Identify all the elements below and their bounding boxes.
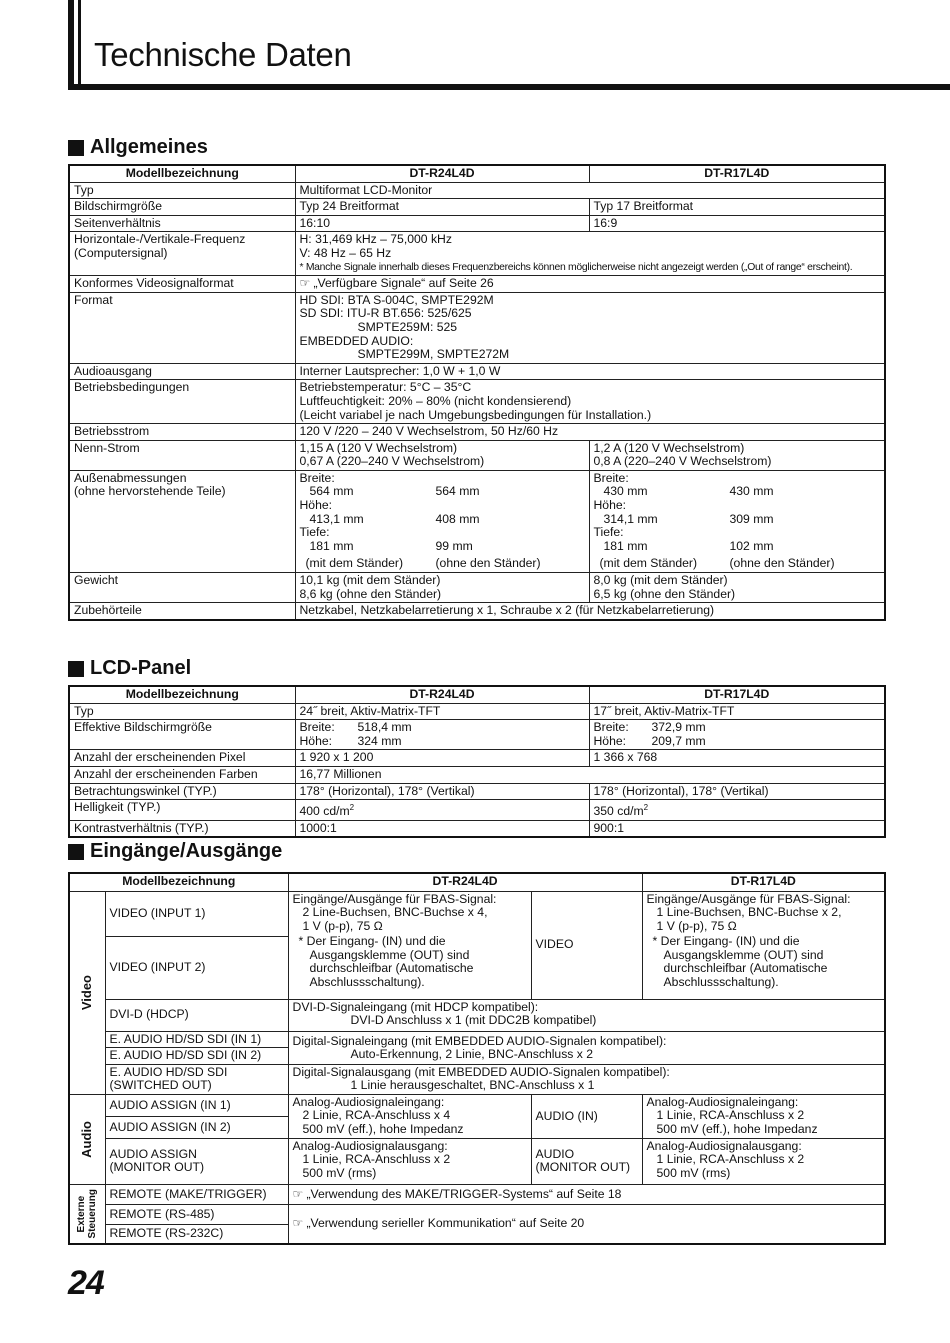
row-label: Anzahl der erscheinenden Farben	[69, 766, 295, 783]
row-label: Betrachtungswinkel (TYP.)	[69, 783, 295, 800]
dim-value: 309 mm	[729, 511, 774, 526]
dim-value: 564 mm	[309, 484, 354, 499]
eff-width	[594, 721, 881, 735]
dim-value: 99 mm	[435, 538, 473, 553]
row-value	[295, 440, 589, 470]
audio-out-line: 500 mV (rms)	[302, 1166, 377, 1181]
dim-value: 564 mm	[435, 484, 480, 499]
row-label: REMOTE (MAKE/TRIGGER)	[105, 1184, 288, 1204]
current-line: 0,8 A (220–240 V Wechselstrom)	[593, 454, 772, 469]
format-line: SMPTE299M, SMPTE272M	[357, 347, 510, 362]
section-title-lcd-text: LCD-Panel	[90, 657, 192, 679]
dim-value: 408 mm	[435, 511, 480, 526]
table-row	[69, 182, 885, 199]
row-value	[589, 573, 885, 603]
header-col1: DT-R24L4D	[295, 165, 589, 182]
dims-depth-label: Tiefe:	[593, 525, 624, 540]
audio-out-mid: AUDIO	[535, 1146, 575, 1161]
video-note: * Der Eingang- (IN) und die	[652, 934, 800, 949]
row-label: REMOTE (RS-232C)	[105, 1224, 288, 1244]
row-label	[69, 232, 295, 276]
section-title-io-text: Eingänge/Ausgänge	[90, 840, 283, 862]
table-row	[69, 380, 885, 424]
audio-mon-label: (MONITOR OUT)	[109, 1160, 205, 1175]
video-note: Ausgangsklemme (OUT) sind	[309, 947, 470, 962]
dim-stand-label: (ohne den Ständer)	[435, 556, 541, 571]
reference-hand-icon: ☞	[292, 1186, 304, 1201]
eff-label: Breite:	[593, 720, 629, 735]
header-col1: DT-R24L4D	[288, 873, 642, 891]
dims-height-label: Höhe:	[593, 498, 627, 513]
audio-out-line: Analog-Audiosignalausgang:	[646, 1138, 802, 1153]
dim-value: 181 mm	[603, 538, 648, 553]
video-note: durchschleifbar (Automatische	[663, 961, 828, 976]
table-row	[69, 276, 885, 293]
general-specs-table	[68, 164, 886, 621]
weight-line: 10,1 kg (mit dem Ständer)	[299, 573, 441, 588]
sdi-line: Digital-Signaleingang (mit EMBEDDED AUDIO-Signalen kompatibel):	[292, 1033, 667, 1048]
table-row	[69, 424, 885, 441]
section-title-general	[68, 136, 208, 159]
audio-line: 500 mV (eff.), hohe Impedanz	[302, 1122, 464, 1137]
table-row	[69, 1184, 885, 1204]
header-model: Modellbezeichnung	[69, 873, 288, 891]
make-trigger-link[interactable]: „Verwendung des MAKE/TRIGGER-Systems“ auf Seite 18	[306, 1186, 622, 1201]
audio-out-line: 500 mV (rms)	[656, 1166, 731, 1181]
row-label: E. AUDIO HD/SD SDI (IN 1)	[105, 1031, 288, 1048]
row-value	[288, 1204, 885, 1244]
row-label: Gewicht	[69, 573, 295, 603]
dims-depth-label: Tiefe:	[299, 525, 330, 540]
video-note: Abschlussschaltung).	[663, 975, 779, 990]
eff-width	[300, 721, 585, 735]
conditions-line: (Leicht variabel je nach Umgebungsbedingungen für Installation.)	[299, 407, 652, 422]
freq-label-line: (Computersignal)	[74, 245, 168, 260]
video-line: 1 V (p-p), 75 Ω	[656, 918, 737, 933]
superscript: 2	[349, 803, 355, 813]
row-label	[105, 1138, 288, 1184]
table-row	[69, 199, 885, 216]
audio-mon-label: AUDIO ASSIGN	[109, 1146, 197, 1161]
table-row	[69, 1138, 885, 1184]
eff-value: 209,7 mm	[651, 733, 706, 748]
reference-hand-icon: ☞	[299, 276, 311, 291]
row-label: Effektive Bildschirmgröße	[69, 720, 295, 750]
row-value: 16:10	[295, 215, 589, 232]
row-label	[105, 1064, 288, 1094]
row-label: Konformes Videosignalformat	[69, 276, 295, 293]
header-col1: DT-R24L4D	[295, 686, 589, 703]
video-line: Eingänge/Ausgänge für FBAS-Signal:	[292, 891, 497, 906]
current-line: 0,67 A (220–240 V Wechselstrom)	[299, 454, 485, 469]
dims-height-values	[300, 513, 585, 527]
video-line: 1 Line-Buchsen, BNC-Buchse x 2,	[656, 905, 842, 920]
row-label: Typ	[69, 703, 295, 720]
lcd-specs-table	[68, 685, 886, 838]
group-video	[69, 891, 105, 1094]
dim-stand-label: (ohne den Ständer)	[729, 556, 835, 571]
brightness-value: 350 cd/m	[593, 804, 644, 819]
group-label-audio: Audio	[79, 1120, 95, 1158]
conditions-line: Luftfeuchtigkeit: 20% – 80% (nicht kondensierend)	[299, 393, 572, 408]
row-value	[288, 1031, 885, 1064]
freq-label-line: Horizontale-/Vertikale-Frequenz	[74, 232, 246, 247]
audio-out-line: Analog-Audiosignalausgang:	[292, 1138, 448, 1153]
sdi-out-label: E. AUDIO HD/SD SDI	[109, 1064, 228, 1079]
eff-value: 324 mm	[357, 733, 402, 748]
dims-label-line: Außenabmessungen	[74, 470, 187, 485]
dim-value: 181 mm	[309, 538, 354, 553]
dims-width-label: Breite:	[593, 470, 629, 485]
row-label: AUDIO ASSIGN (IN 1)	[105, 1094, 288, 1116]
group-label-external	[76, 1189, 98, 1238]
table-row	[69, 720, 885, 750]
dim-value: 102 mm	[729, 538, 774, 553]
eff-label: Breite:	[299, 720, 335, 735]
video-format-link[interactable]: „Verfügbare Signale“ auf Seite 26	[313, 276, 494, 291]
eff-value: 518,4 mm	[357, 720, 412, 735]
row-value	[295, 720, 589, 750]
row-value: 178° (Horizontal), 178° (Vertikal)	[295, 783, 589, 800]
table-row	[69, 891, 885, 936]
table-row	[69, 232, 885, 276]
superscript: 2	[643, 803, 649, 813]
row-value	[589, 440, 885, 470]
table-row	[69, 800, 885, 821]
dims-width-values	[300, 485, 585, 499]
conditions-line: Betriebstemperatur: 5°C – 35°C	[299, 380, 472, 395]
freq-h: H: 31,469 kHz – 75,000 kHz	[299, 232, 452, 247]
eff-value: 372,9 mm	[651, 720, 706, 735]
row-value	[642, 1138, 885, 1184]
section-title-general-text: Allgemeines	[90, 136, 208, 158]
freq-note: * Manche Signale innerhalb dieses Frequenzbereichs können möglicherweise nicht angezeigt werden („Out of range“ erscheint).	[299, 261, 853, 273]
row-label: Nenn-Strom	[69, 440, 295, 470]
group-audio	[69, 1094, 105, 1184]
sdi-out-line: 1 Linie herausgeschaltet, BNC-Anschluss x 1	[350, 1078, 595, 1093]
row-value	[531, 1138, 642, 1184]
audio-out-line: 1 Linie, RCA-Anschluss x 2	[302, 1152, 451, 1167]
row-value: Interner Lautsprecher: 1,0 W + 1,0 W	[295, 363, 885, 380]
row-value: 17˝ breit, Aktiv-Matrix-TFT	[589, 703, 885, 720]
row-label: Anzahl der erscheinenden Pixel	[69, 750, 295, 767]
eff-height	[594, 735, 881, 749]
dvi-line: DVI-D Anschluss x 1 (mit DDC2B kompatibel)	[350, 1013, 597, 1028]
dims-stand-labels	[594, 557, 881, 571]
table-row	[69, 783, 885, 800]
row-value	[295, 470, 589, 572]
row-label: Format	[69, 292, 295, 363]
audio-line: 1 Linie, RCA-Anschluss x 2	[656, 1108, 805, 1123]
table-row	[69, 999, 885, 1031]
row-value	[288, 1064, 885, 1094]
sdi-line: Auto-Erkennung, 2 Linie, BNC-Anschluss x 2	[350, 1047, 594, 1062]
row-value: 16,77 Millionen	[295, 766, 885, 783]
row-label: Kontrastverhältnis (TYP.)	[69, 820, 295, 837]
table-row	[69, 766, 885, 783]
table-row	[69, 215, 885, 232]
header-model: Modellbezeichnung	[69, 165, 295, 182]
freq-v: V: 48 Hz – 65 Hz	[299, 245, 392, 260]
sdi-out-label: (SWITCHED OUT)	[109, 1078, 212, 1093]
row-value	[295, 276, 885, 293]
row-value: 16:9	[589, 215, 885, 232]
row-value	[642, 891, 885, 999]
row-value	[288, 891, 531, 999]
format-line: SMPTE259M: 525	[357, 319, 458, 334]
dims-width-values	[594, 485, 881, 499]
row-value	[295, 292, 885, 363]
audio-line: Analog-Audiosignaleingang:	[646, 1094, 799, 1109]
current-line: 1,2 A (120 V Wechselstrom)	[593, 440, 745, 455]
audio-line: 2 Linie, RCA-Anschluss x 4	[302, 1108, 451, 1123]
video-line: 2 Line-Buchsen, BNC-Buchse x 4,	[302, 905, 488, 920]
weight-line: 6,5 kg (ohne den Ständer)	[593, 586, 736, 601]
dim-stand-label: (mit dem Ständer)	[305, 556, 404, 571]
table-row	[69, 820, 885, 837]
format-line: SD SDI: ITU-R BT.656: 525/625	[299, 306, 472, 321]
section-title-lcd	[68, 657, 191, 680]
io-specs-table	[68, 872, 886, 1245]
row-value: VIDEO	[531, 891, 642, 999]
table-row	[69, 703, 885, 720]
row-value: Typ 17 Breitformat	[589, 199, 885, 216]
row-value	[589, 800, 885, 821]
header-col2: DT-R17L4D	[589, 686, 885, 703]
row-label: VIDEO (INPUT 2)	[105, 936, 288, 999]
serial-comm-link[interactable]: „Verwendung serieller Kommunikation“ auf Seite 20	[306, 1216, 585, 1231]
row-value	[288, 1184, 885, 1204]
row-value: 1 920 x 1 200	[295, 750, 589, 767]
table-header-row	[69, 165, 885, 182]
reference-hand-icon: ☞	[292, 1216, 304, 1231]
row-label: E. AUDIO HD/SD SDI (IN 2)	[105, 1048, 288, 1065]
dvi-line: DVI-D-Signaleingang (mit HDCP kompatibel):	[292, 999, 539, 1014]
row-label: VIDEO (INPUT 1)	[105, 891, 288, 936]
row-label: REMOTE (RS-485)	[105, 1204, 288, 1224]
row-label: Betriebsstrom	[69, 424, 295, 441]
eff-height	[300, 735, 585, 749]
row-value	[589, 720, 885, 750]
dim-value: 430 mm	[603, 484, 648, 499]
brightness-value: 400 cd/m	[299, 804, 350, 819]
header-col2: DT-R17L4D	[642, 873, 885, 891]
table-row	[69, 1204, 885, 1224]
row-value: 24˝ breit, Aktiv-Matrix-TFT	[295, 703, 589, 720]
row-label: DVI-D (HDCP)	[105, 999, 288, 1031]
dim-value: 430 mm	[729, 484, 774, 499]
group-label-line: Steuerung	[87, 1189, 99, 1239]
dims-width-label: Breite:	[299, 470, 335, 485]
video-line: 1 V (p-p), 75 Ω	[302, 918, 383, 933]
table-header-row	[69, 873, 885, 891]
page-header	[68, 0, 950, 90]
row-value: Typ 24 Breitformat	[295, 199, 589, 216]
row-value	[589, 470, 885, 572]
row-label: Betriebsbedingungen	[69, 380, 295, 424]
table-row	[69, 1031, 885, 1048]
square-bullet-icon	[68, 844, 84, 860]
dim-stand-label: (mit dem Ständer)	[599, 556, 698, 571]
dims-depth-values	[594, 540, 881, 554]
weight-line: 8,0 kg (mit dem Ständer)	[593, 573, 728, 588]
row-label	[69, 470, 295, 572]
table-row	[69, 1064, 885, 1094]
audio-out-mid: (MONITOR OUT)	[535, 1160, 631, 1175]
audio-line: 500 mV (eff.), hohe Impedanz	[656, 1122, 818, 1137]
row-value: AUDIO (IN)	[531, 1094, 642, 1138]
table-row	[69, 750, 885, 767]
page-number: 24	[68, 1264, 104, 1302]
row-label: Audioausgang	[69, 363, 295, 380]
table-header-row	[69, 686, 885, 703]
dims-height-label: Höhe:	[299, 498, 333, 513]
dims-stand-labels	[300, 557, 585, 571]
format-line: EMBEDDED AUDIO:	[299, 333, 414, 348]
square-bullet-icon	[68, 140, 84, 156]
dim-value: 413,1 mm	[309, 511, 364, 526]
dim-value: 314,1 mm	[603, 511, 658, 526]
row-value: 178° (Horizontal), 178° (Vertikal)	[589, 783, 885, 800]
dims-depth-values	[300, 540, 585, 554]
row-label: Typ	[69, 182, 295, 199]
video-line: Eingänge/Ausgänge für FBAS-Signal:	[646, 891, 851, 906]
row-value	[295, 380, 885, 424]
table-row	[69, 470, 885, 572]
row-label: Seitenverhältnis	[69, 215, 295, 232]
video-note: Abschlussschaltung).	[309, 975, 425, 990]
current-line: 1,15 A (120 V Wechselstrom)	[299, 440, 458, 455]
group-label-line: Externe	[76, 1195, 88, 1233]
sdi-out-line: Digital-Signalausgang (mit EMBEDDED AUDIO-Signalen kompatibel):	[292, 1064, 670, 1079]
row-value	[295, 573, 589, 603]
eff-label: Höhe:	[299, 733, 333, 748]
row-value: 900:1	[589, 820, 885, 837]
row-value	[288, 999, 885, 1031]
row-value: 120 V /220 – 240 V Wechselstrom, 50 Hz/60 Hz	[295, 424, 885, 441]
row-label: Helligkeit (TYP.)	[69, 800, 295, 821]
table-row	[69, 440, 885, 470]
section-title-io	[68, 840, 282, 863]
video-note: Ausgangsklemme (OUT) sind	[663, 947, 824, 962]
row-value: Netzkabel, Netzkabelarretierung x 1, Schraube x 2 (für Netzkabelarretierung)	[295, 603, 885, 620]
table-row	[69, 573, 885, 603]
row-label: AUDIO ASSIGN (IN 2)	[105, 1116, 288, 1138]
audio-out-line: 1 Linie, RCA-Anschluss x 2	[656, 1152, 805, 1167]
group-external-control	[69, 1184, 105, 1244]
row-value	[295, 800, 589, 821]
row-value: 1 366 x 768	[589, 750, 885, 767]
dims-height-values	[594, 513, 881, 527]
table-row	[69, 292, 885, 363]
row-value	[295, 232, 885, 276]
row-value	[642, 1094, 885, 1138]
eff-label: Höhe:	[593, 733, 627, 748]
audio-line: Analog-Audiosignaleingang:	[292, 1094, 445, 1109]
video-note: durchschleifbar (Automatische	[309, 961, 474, 976]
dims-label-line: (ohne hervorstehende Teile)	[74, 484, 226, 499]
row-value: 1000:1	[295, 820, 589, 837]
video-note: * Der Eingang- (IN) und die	[298, 934, 446, 949]
table-row	[69, 603, 885, 620]
header-model: Modellbezeichnung	[69, 686, 295, 703]
format-line: HD SDI: BTA S-004C, SMPTE292M	[299, 292, 494, 307]
table-row	[69, 363, 885, 380]
row-value: Multiformat LCD-Monitor	[295, 182, 885, 199]
row-value	[288, 1138, 531, 1184]
table-row	[69, 1094, 885, 1116]
row-value	[288, 1094, 531, 1138]
row-label: Bildschirmgröße	[69, 199, 295, 216]
row-label: Zubehörteile	[69, 603, 295, 620]
group-label-video: Video	[79, 975, 95, 1011]
square-bullet-icon	[68, 661, 84, 677]
weight-line: 8,6 kg (ohne den Ständer)	[299, 586, 442, 601]
header-col2: DT-R17L4D	[589, 165, 885, 182]
page-title: Technische Daten	[94, 36, 352, 73]
